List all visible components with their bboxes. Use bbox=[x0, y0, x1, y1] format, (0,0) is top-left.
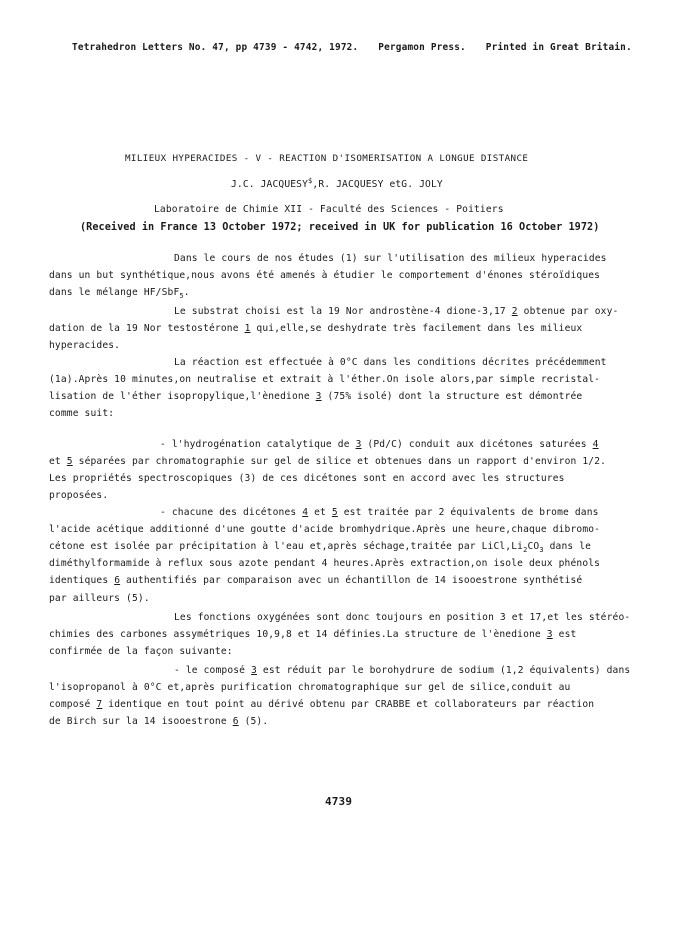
compound-number: 1 bbox=[244, 323, 251, 334]
body-line: lisation de l'éther isopropylique,l'ènedione 3 (75% isolé) dont la structure est démontrée bbox=[49, 391, 583, 402]
body-line: dation de la 19 Nor testostérone 1 qui,elle,se deshydrate très facilement dans les milieux bbox=[49, 323, 583, 334]
compound-number: 3 bbox=[315, 391, 322, 402]
body-line: - le composé 3 est réduit par le borohydrure de sodium (1,2 équivalents) dans bbox=[174, 665, 631, 676]
body-line: - chacune des dicétones 4 et 5 est traitée par 2 équivalents de brome dans bbox=[160, 507, 599, 518]
compound-number: 5 bbox=[66, 456, 73, 467]
compound-number: 5 bbox=[331, 507, 338, 518]
author-1-mark: $ bbox=[308, 176, 313, 185]
compound-number: 7 bbox=[96, 699, 103, 710]
compound-number: 4 bbox=[592, 439, 599, 450]
compound-number: 2 bbox=[511, 306, 518, 317]
body-line: comme suit: bbox=[49, 408, 115, 419]
compound-number: 3 bbox=[355, 439, 362, 450]
body-line: Les propriétés spectroscopiques (3) de ces dicétones sont en accord avec les structures bbox=[49, 473, 565, 484]
article-title: MILIEUX HYPERACIDES - V - REACTION D'ISOMERISATION A LONGUE DISTANCE bbox=[125, 153, 529, 164]
printed-in: Printed in Great Britain. bbox=[485, 42, 632, 53]
affiliation: Laboratoire de Chimie XII - Faculté des Sciences - Poitiers bbox=[154, 204, 504, 215]
body-line: - l'hydrogénation catalytique de 3 (Pd/C) conduit aux dicétones saturées 4 bbox=[160, 439, 599, 450]
journal-citation: Tetrahedron Letters No. 47, pp 4739 - 4742, 1972. bbox=[72, 42, 359, 53]
body-line: hyperacides. bbox=[49, 340, 121, 351]
journal-header bbox=[72, 42, 632, 54]
body-line: cétone est isolée par précipitation à l'eau et,après séchage,traitée par $LiCl,Li_2CO_3$ dans le bbox=[49, 541, 592, 554]
compound-number: 6 bbox=[114, 575, 121, 586]
body-line: l'acide acétique additionné d'une goutte d'acide bromhydrique.Après une heure,chaque dibromo- bbox=[49, 524, 601, 535]
page-number: 4739 bbox=[325, 795, 353, 808]
compound-number: 4 bbox=[302, 507, 309, 518]
body-line: composé 7 identique en tout point au dérivé obtenu par CRABBE et collaborateurs par réaction bbox=[49, 699, 595, 710]
compound-number: 6 bbox=[232, 716, 239, 727]
body-line: confirmée de la façon suivante: bbox=[49, 646, 233, 657]
body-line: et 5 séparées par chromatographie sur gel de silice et obtenues dans un rapport d'environ 1/2. bbox=[49, 456, 607, 467]
body-line: dans le mélange HF/SbF$_5$. bbox=[49, 287, 190, 300]
body-line: diméthylformamide à reflux sous azote pendant 4 heures.Après extraction,on isole deux phénols bbox=[49, 558, 601, 569]
body-line: chimies des carbones assymétriques 10,9,8 et 14 définies.La structure de l'ènedione 3 est bbox=[49, 629, 577, 640]
authors bbox=[231, 176, 443, 191]
body-line: proposées. bbox=[49, 490, 109, 501]
authors-rest: ,R. JACQUESY etG. JOLY bbox=[312, 179, 443, 190]
compound-number: 3 bbox=[546, 629, 553, 640]
body-line: dans un but synthétique,nous avons été amenés à étudier le comportement d'énones stéroïdiques bbox=[49, 270, 601, 281]
body-line: l'isopropanol à 0°C et,après purification chromatographique sur gel de silice,conduit au bbox=[49, 682, 571, 693]
body-line: (1a).Après 10 minutes,on neutralise et extrait à l'éther.On isole alors,par simple recristal- bbox=[49, 374, 601, 385]
body-line: Le substrat choisi est la 19 Nor androstène-4 dione-3,17 2 obtenue par oxy- bbox=[174, 306, 619, 317]
body-line: Les fonctions oxygénées sont donc toujours en position 3 et 17,et les stéréo- bbox=[174, 612, 631, 623]
compound-number: 3 bbox=[251, 665, 257, 676]
publisher: Pergamon Press. bbox=[378, 42, 466, 53]
body-line: La réaction est effectuée à 0°C dans les conditions décrites précédemment bbox=[174, 357, 607, 368]
body-line: Dans le cours de nos études (1) sur l'utilisation des milieux hyperacides bbox=[174, 253, 607, 264]
received-line: (Received in France 13 October 1972; received in UK for publication 16 October 1972) bbox=[80, 222, 600, 233]
body-line: identiques 6 authentifiés par comparaison avec un échantillon de 14 isooestrone synthétisé bbox=[49, 575, 583, 586]
body-line: par ailleurs (5). bbox=[49, 593, 150, 604]
body-line: de Birch sur la 14 isooestrone 6 (5). bbox=[49, 716, 269, 727]
author-1: J.C. JACQUESY bbox=[231, 179, 309, 190]
